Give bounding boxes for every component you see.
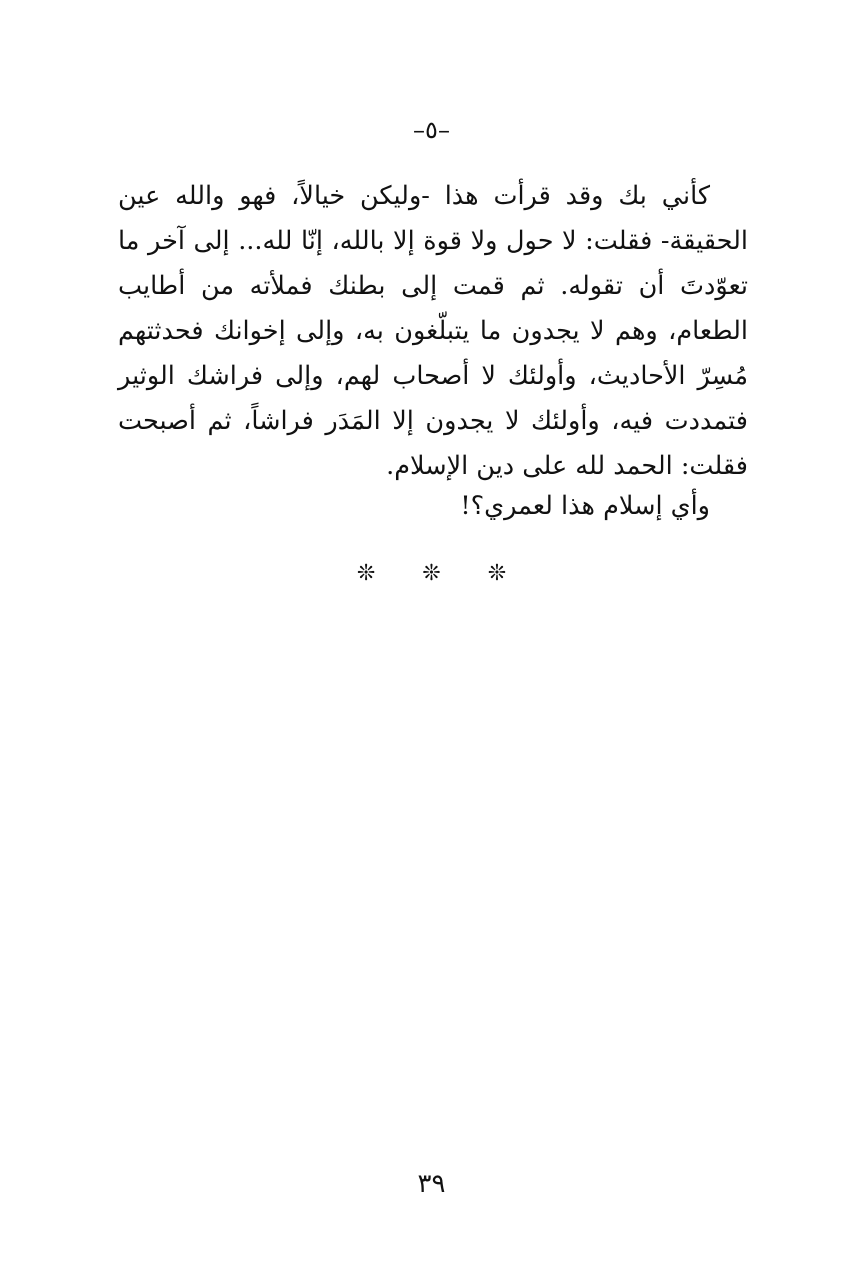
body-text xyxy=(118,174,748,489)
section-separator: ❊ ❊ ❊ xyxy=(356,561,527,586)
main-paragraph: كأني بك وقد قرأت هذا -وليكن خيالاً، فهو والله عين الحقيقة- فقلت: لا حول ولا قوة إلا بالله، إنّا لله... إلى آخر ما تعوّدتَ أن تقوله. ثم قمت إلى بطنك فملأته من أطايب الطعام، وهم لا يجدون ما يتبلّغون به، وإلى إخوانك فحدثتهم مُسِرّ الأحاديث، وأولئك لا أصحاب لهم، وإلى فراشك الوثير فتمددت فيه، وأولئك لا يجدون إلا المَدَر فراشاً، ثم أصبحت فقلت: الحمد لله على دين الإسلام. xyxy=(118,181,748,481)
section-number: –٥– xyxy=(413,116,450,144)
page-number: ٣٩ xyxy=(417,1169,446,1199)
closing-line: وأي إسلام هذا لعمري؟! xyxy=(460,491,710,521)
